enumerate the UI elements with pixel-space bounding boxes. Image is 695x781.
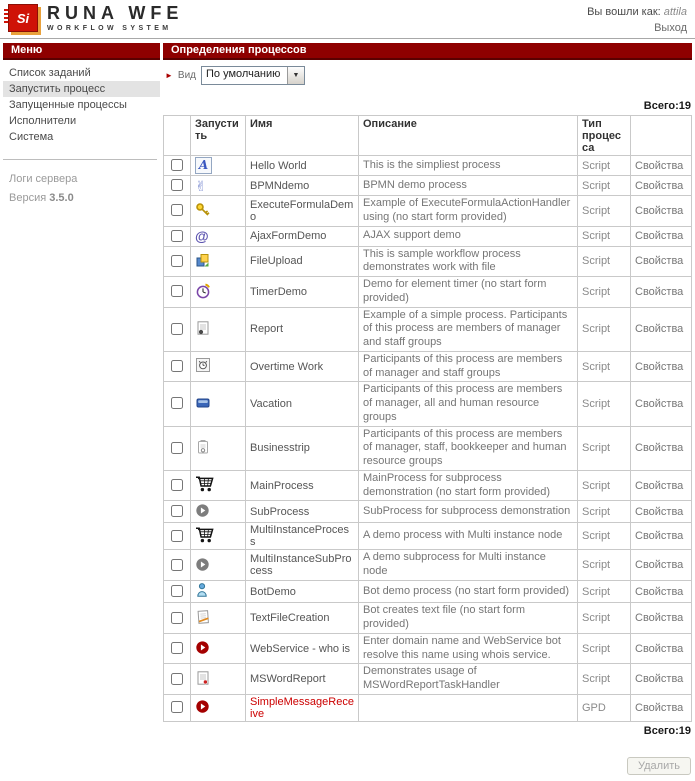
chevron-down-icon[interactable]: ▼ xyxy=(287,67,304,84)
process-description: Participants of this process are members of manager and staff groups xyxy=(363,352,563,379)
process-name: Vacation xyxy=(250,397,292,410)
process-name: Businesstrip xyxy=(250,442,310,455)
row-checkbox[interactable] xyxy=(171,505,183,517)
main-content xyxy=(163,43,695,781)
logo xyxy=(8,4,183,32)
process-type: Script xyxy=(582,255,611,268)
process-name: Overtime Work xyxy=(250,360,324,373)
properties-link[interactable]: Свойства xyxy=(635,479,684,492)
properties-link[interactable]: Свойства xyxy=(635,159,684,172)
text-file-icon[interactable] xyxy=(195,608,212,625)
row-checkbox[interactable] xyxy=(171,179,183,191)
table-row xyxy=(164,226,692,246)
properties-link[interactable]: Свойства xyxy=(635,397,684,410)
logo-text xyxy=(47,4,183,32)
menu-item xyxy=(3,97,160,113)
properties-link[interactable]: Свойства xyxy=(635,179,684,192)
login-status xyxy=(587,6,687,18)
properties-link[interactable]: Свойства xyxy=(635,642,684,655)
picture-icon[interactable] xyxy=(195,394,211,411)
process-description: Demonstrates usage of MSWordReportTaskHandler xyxy=(363,665,500,691)
process-type: Script xyxy=(582,479,611,492)
process-description: Demo for element timer (no start form provided) xyxy=(363,278,547,304)
process-description: BPMN demo process xyxy=(363,178,467,191)
play-gray-icon[interactable] xyxy=(195,502,210,519)
process-type: Script xyxy=(582,230,611,242)
process-definitions-table xyxy=(163,115,692,722)
properties-link[interactable]: Свойства xyxy=(635,230,684,242)
header-row xyxy=(164,116,692,156)
row-checkbox[interactable] xyxy=(171,230,183,242)
properties-link[interactable]: Свойства xyxy=(635,585,684,598)
login-area xyxy=(587,4,687,37)
process-name: FileUpload xyxy=(250,255,303,268)
process-description: This is sample workflow process demonstrates work with file xyxy=(363,247,521,274)
table-row xyxy=(164,694,692,721)
play-red-icon[interactable] xyxy=(195,639,210,656)
report-icon[interactable] xyxy=(195,319,211,336)
table-row xyxy=(164,426,692,470)
table-row xyxy=(164,351,692,382)
process-type: Script xyxy=(582,442,611,455)
table-row xyxy=(164,176,692,196)
sidebar-item[interactable]: Список заданий xyxy=(9,67,91,79)
row-checkbox[interactable] xyxy=(171,442,183,454)
process-type: Script xyxy=(582,179,611,192)
view-selector-row xyxy=(165,66,692,85)
properties-link[interactable]: Свойства xyxy=(635,323,684,336)
process-name: WebService - who is xyxy=(250,642,351,655)
column-header xyxy=(631,116,692,156)
alarm-clock-icon[interactable] xyxy=(195,357,211,374)
menu-item xyxy=(3,129,160,145)
properties-link[interactable]: Свойства xyxy=(635,559,684,571)
row-checkbox[interactable] xyxy=(171,585,183,597)
process-name: AjaxFormDemo xyxy=(250,230,327,242)
server-logs-link[interactable]: Логи сервера xyxy=(9,173,78,185)
process-description: Bot demo process (no start form provided) xyxy=(363,584,570,597)
properties-link[interactable]: Свойства xyxy=(635,530,684,543)
play-red-icon[interactable] xyxy=(195,698,210,715)
process-type: Script xyxy=(582,159,611,172)
process-type: Script xyxy=(582,530,611,543)
process-description: Example of ExecuteFormulaActionHandler using (no start form provided) xyxy=(363,197,571,223)
menu-item xyxy=(3,81,160,97)
total-count-bottom: Всего:19 xyxy=(643,724,691,737)
process-description: Bot creates text file (no start form provided) xyxy=(363,604,526,630)
cart-icon[interactable] xyxy=(195,475,215,493)
process-name: MultiInstanceProcess xyxy=(250,524,350,549)
table-row xyxy=(164,156,692,176)
table-row xyxy=(164,523,692,550)
process-type: Script xyxy=(582,673,611,685)
properties-link[interactable]: Свойства xyxy=(635,255,684,268)
process-name: ExecuteFormulaDemo xyxy=(250,198,354,223)
row-checkbox[interactable] xyxy=(171,323,183,335)
runa-logo-icon xyxy=(8,4,38,32)
row-checkbox[interactable] xyxy=(171,479,183,491)
table-row xyxy=(164,246,692,277)
column-header: Тип процесса xyxy=(578,116,631,156)
table-row xyxy=(164,550,692,581)
table-row xyxy=(164,277,692,308)
bot-icon[interactable] xyxy=(195,582,209,599)
page-title: Определения процессов xyxy=(163,43,692,60)
process-name: Report xyxy=(250,323,284,336)
process-name: SubProcess xyxy=(250,505,310,518)
total-count-top: Всего:19 xyxy=(643,100,691,112)
row-checkbox[interactable] xyxy=(171,530,183,542)
table-row xyxy=(164,196,692,227)
timer-icon[interactable] xyxy=(195,282,211,299)
process-description: SubProcess for subprocess demonstration xyxy=(363,504,571,517)
properties-link[interactable]: Свойства xyxy=(635,442,684,455)
table-row xyxy=(164,580,692,603)
sidebar-footer xyxy=(3,170,160,207)
column-header: Имя xyxy=(246,116,359,156)
key-icon[interactable] xyxy=(195,201,211,218)
play-gray-icon[interactable] xyxy=(195,556,210,573)
row-checkbox[interactable] xyxy=(171,204,183,216)
table-row xyxy=(164,382,692,426)
sidebar xyxy=(0,43,160,207)
table-row xyxy=(164,501,692,523)
properties-link[interactable]: Свойства xyxy=(635,360,684,373)
process-name: TextFileCreation xyxy=(250,612,330,624)
table-header xyxy=(164,116,692,156)
row-checkbox[interactable] xyxy=(171,673,183,685)
process-type: Script xyxy=(582,285,611,298)
layout-columns xyxy=(0,43,695,781)
table-row xyxy=(164,633,692,664)
logo-subtitle: WORKFLOW SYSTEM xyxy=(47,25,172,32)
sidebar-item[interactable]: Запущенные процессы xyxy=(9,99,127,111)
login-username: attila xyxy=(663,6,687,18)
process-name: Hello World xyxy=(250,159,307,172)
properties-link[interactable]: Свойства xyxy=(635,505,684,518)
sidebar-item[interactable]: Исполнители xyxy=(9,115,77,127)
word-report-icon[interactable] xyxy=(195,669,211,686)
process-description: Participants of this process are members of manager, staff, bookkeeper and human resource groups xyxy=(363,427,567,467)
row-checkbox[interactable] xyxy=(171,255,183,267)
process-type: Script xyxy=(582,585,611,598)
row-checkbox[interactable] xyxy=(171,397,183,409)
app-header xyxy=(0,0,695,39)
process-description: AJAX support demo xyxy=(363,229,461,242)
process-name: MSWordReport xyxy=(250,673,326,685)
hand-icon[interactable]: ✌ xyxy=(195,177,207,194)
delete-button[interactable]: Удалить xyxy=(627,757,691,775)
process-description: MainProcess for subprocess demonstration (no start form provided) xyxy=(363,471,551,498)
process-description: Participants of this process are members of manager, all and human resource groups xyxy=(363,383,563,423)
properties-link[interactable]: Свойства xyxy=(635,204,684,217)
row-checkbox[interactable] xyxy=(171,285,183,297)
version-number: 3.5.0 xyxy=(49,191,74,204)
process-name: SimpleMessageReceive xyxy=(250,695,354,720)
process-description: Enter domain name and WebService bot resolve this name using whois service. xyxy=(363,634,561,661)
process-type: Script xyxy=(582,642,611,655)
process-description: A demo subprocess for Multi instance node xyxy=(363,551,546,577)
document-icon[interactable] xyxy=(195,438,211,455)
row-checkbox[interactable] xyxy=(171,612,183,624)
properties-link[interactable]: Свойства xyxy=(635,701,684,714)
row-checkbox[interactable] xyxy=(171,559,183,571)
table-row xyxy=(164,664,692,695)
view-label: Вид xyxy=(177,70,197,81)
menu-title: Меню xyxy=(3,43,160,60)
row-checkbox[interactable] xyxy=(171,159,183,171)
table-row xyxy=(164,470,692,501)
actions-bar xyxy=(163,757,691,775)
properties-link[interactable]: Свойства xyxy=(635,673,684,685)
properties-link[interactable]: Свойства xyxy=(635,612,684,624)
process-type: Script xyxy=(582,397,611,410)
process-name: BotDemo xyxy=(250,585,296,598)
properties-link[interactable]: Свойства xyxy=(635,285,684,298)
process-description: Example of a simple process. Participants of this process are members of manager and staff groups xyxy=(363,308,568,348)
process-type: GPD xyxy=(582,701,606,714)
logo-badge-text: Si xyxy=(16,10,30,26)
process-name: MultiInstanceSubProcess xyxy=(250,553,352,577)
table-body xyxy=(164,156,692,722)
view-select[interactable] xyxy=(201,66,305,85)
arrow-right-icon: ► xyxy=(165,70,173,80)
process-name: MainProcess xyxy=(250,479,314,492)
at-icon[interactable]: @ xyxy=(195,228,209,244)
row-checkbox[interactable] xyxy=(171,642,183,654)
column-header xyxy=(164,116,191,156)
process-type: Script xyxy=(582,204,611,217)
process-type: Script xyxy=(582,559,611,571)
process-type: Script xyxy=(582,612,611,624)
logo-title: RUNA WFE xyxy=(47,3,184,23)
process-type: Script xyxy=(582,323,611,336)
login-prefix: Вы вошли как: xyxy=(587,6,661,18)
process-description: A demo process with Multi instance node xyxy=(363,529,563,542)
sidebar-item[interactable]: Запустить процесс xyxy=(3,81,160,97)
menu-item xyxy=(3,65,160,81)
process-type: Script xyxy=(582,360,611,373)
cart-icon[interactable] xyxy=(195,526,215,544)
column-header: Запустить xyxy=(191,116,246,156)
sidebar-item[interactable]: Система xyxy=(9,131,54,143)
process-description: This is the simpliest process xyxy=(363,158,501,171)
version-label: Версия 3.5.0 xyxy=(9,191,74,204)
process-type: Script xyxy=(582,505,611,518)
letter-a-icon[interactable]: A xyxy=(195,157,212,174)
row-checkbox[interactable] xyxy=(171,360,183,372)
menu-item xyxy=(3,113,160,129)
logout-link[interactable]: Выход xyxy=(654,21,687,34)
column-header: Описание xyxy=(359,116,578,156)
process-name: TimerDemo xyxy=(250,285,308,298)
row-checkbox[interactable] xyxy=(171,701,183,713)
table-row xyxy=(164,307,692,351)
file-upload-icon[interactable] xyxy=(195,252,211,269)
view-select-value: По умолчанию xyxy=(206,68,281,80)
table-row xyxy=(164,603,692,634)
sidebar-divider xyxy=(3,159,157,160)
menu-list xyxy=(3,65,160,145)
process-name: BPMNdemo xyxy=(250,179,310,192)
